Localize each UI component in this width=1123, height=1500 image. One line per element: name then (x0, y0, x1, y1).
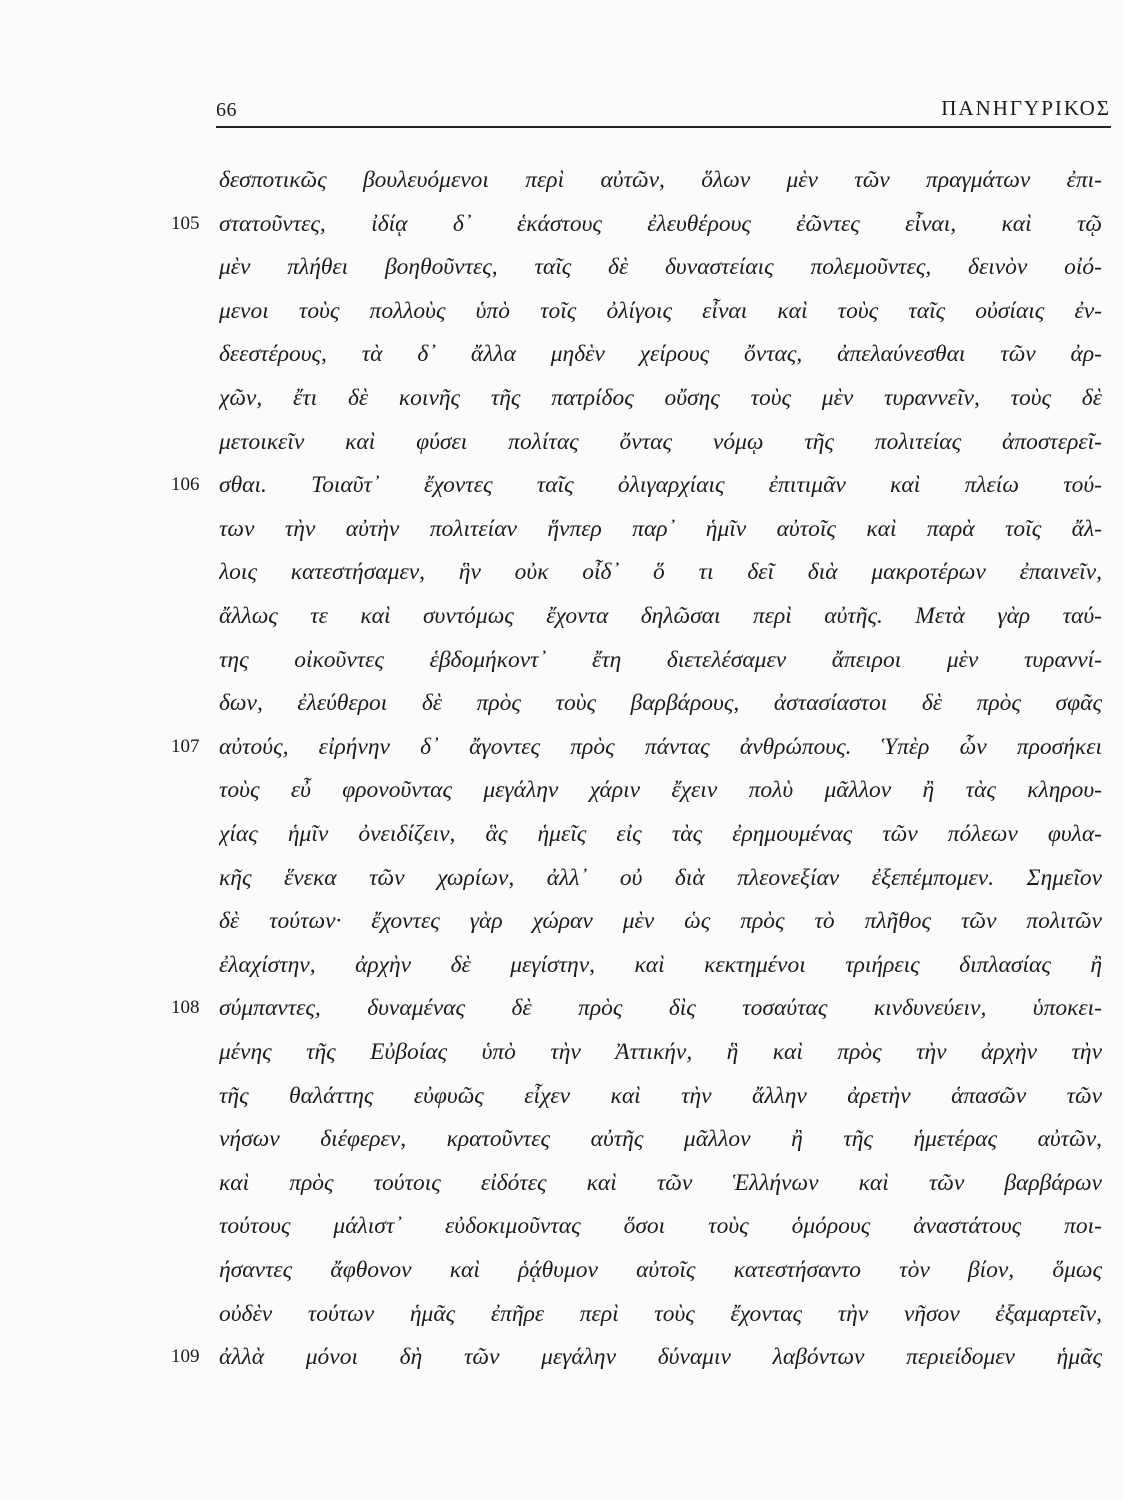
line-text: τούτους μάλιστ᾽ εὐδοκιμοῦντας ὅσοι τοὺς ὁμόρους ἀναστάτους ποι- (219, 1213, 1102, 1240)
text-line (219, 1248, 1102, 1292)
line-text: σθαι. Τοιαῦτ᾽ ἔχοντες ταῖς ὀλιγαρχίαις ἐπιτιμᾶν καὶ πλείω τού- (219, 472, 1102, 499)
text-line (171, 986, 1102, 1030)
line-text: λοις κατεστήσαμεν, ἣν οὐκ οἶδ᾽ ὅ τι δεῖ διὰ μακροτέρων ἐπαινεῖν, (219, 559, 1102, 586)
text-line (219, 289, 1102, 333)
line-text: ἄλλως τε καὶ συντόμως ἔχοντα δηλῶσαι περὶ αὐτῆς. Μετὰ γὰρ ταύ- (219, 603, 1102, 629)
line-text: τῆς θαλάττης εὐφυῶς εἶχεν καὶ τὴν ἄλλην ἀρετὴν ἁπασῶν τῶν (219, 1082, 1102, 1109)
text-line (219, 681, 1102, 725)
line-text: δων, ἐλεύθεροι δὲ πρὸς τοὺς βαρβάρους, ἀστασίαστοι δὲ πρὸς σφᾶς (219, 690, 1102, 717)
text-line (219, 638, 1102, 682)
text-line (219, 943, 1102, 987)
line-text: μὲν πλήθει βοηθοῦντες, ταῖς δὲ δυναστείαις πολεμοῦντες, δεινὸν οἰό- (219, 254, 1102, 281)
text-line (219, 550, 1102, 594)
line-text: στατοῦντες, ἰδίᾳ δ᾽ ἑκάστους ἐλευθέρους ἐῶντες εἶναι, καὶ τῷ (219, 210, 1102, 237)
text-line (219, 1292, 1102, 1336)
line-text: χίας ἡμῖν ὀνειδίζειν, ἃς ἡμεῖς εἰς τὰς ἐρημουμένας τῶν πόλεων φυλα- (219, 821, 1102, 847)
line-text: χῶν, ἔτι δὲ κοινῆς τῆς πατρίδος οὔσης τοὺς μὲν τυραννεῖν, τοὺς δὲ (219, 385, 1102, 411)
line-text: δεσποτικῶς βουλευόμενοι περὶ αὐτῶν, ὅλων μὲν τῶν πραγμάτων ἐπι- (219, 167, 1102, 193)
text-line (219, 899, 1102, 943)
section-number: 106 (171, 474, 200, 496)
section-number: 108 (171, 997, 200, 1019)
text-line (219, 1030, 1102, 1074)
line-text: δὲ τούτων· ἔχοντες γὰρ χώραν μὲν ὡς πρὸς τὸ πλῆθος τῶν πολιτῶν (219, 908, 1102, 935)
line-text: ἐλαχίστην, ἀρχὴν δὲ μεγίστην, καὶ κεκτημένοι τριήρεις διπλασίας ἢ (219, 951, 1102, 978)
text-line (219, 1074, 1102, 1118)
line-text: δεεστέρους, τὰ δ᾽ ἄλλα μηδὲν χείρους ὄντας, ἀπελαύνεσθαι τῶν ἀρ- (219, 341, 1102, 368)
text-line (171, 725, 1102, 769)
text-line (219, 856, 1102, 900)
text-line (219, 158, 1102, 202)
text-line (171, 1335, 1102, 1379)
line-text: σύμπαντες, δυναμένας δὲ πρὸς δὶς τοσαύτας κινδυνεύειν, ὑποκει- (219, 995, 1102, 1022)
running-head: ΠΑΝΗΓΥΡΙΚΟΣ (941, 96, 1111, 120)
line-text: τοὺς εὖ φρονοῦντας μεγάλην χάριν ἔχειν πολὺ μᾶλλον ἢ τὰς κληρου- (219, 777, 1102, 804)
line-text: της οἰκοῦντες ἑβδομήκοντ᾽ ἔτη διετελέσαμεν ἄπειροι μὲν τυραννί- (219, 646, 1102, 673)
text-line (219, 376, 1102, 420)
text-line (219, 332, 1102, 376)
line-text: ἀλλὰ μόνοι δὴ τῶν μεγάλην δύναμιν λαβόντων περιείδομεν ἡμᾶς (219, 1344, 1102, 1371)
line-text: καὶ πρὸς τούτοις εἰδότες καὶ τῶν Ἑλλήνων καὶ τῶν βαρβάρων (219, 1169, 1102, 1196)
text-line (219, 507, 1102, 551)
text-line (219, 245, 1102, 289)
section-number: 107 (171, 735, 200, 757)
line-text: αὐτούς, εἰρήνην δ᾽ ἄγοντες πρὸς πάντας ἀνθρώπους. Ὑπὲρ ὧν προσήκει (219, 733, 1102, 760)
text-line (171, 202, 1102, 246)
text-line (219, 812, 1102, 856)
line-text: ήσαντες ἄφθονον καὶ ῥᾴθυμον αὐτοῖς κατεστήσαντο τὸν βίον, ὅμως (219, 1257, 1102, 1283)
text-line (219, 1117, 1102, 1161)
line-text: κῆς ἕνεκα τῶν χωρίων, ἀλλ᾽ οὐ διὰ πλεονεξίαν ἐξεπέμπομεν. Σημεῖον (219, 864, 1102, 891)
section-number: 109 (171, 1346, 200, 1368)
text-line (171, 463, 1102, 507)
text-line (219, 1161, 1102, 1205)
line-text: μένης τῆς Εὐβοίας ὑπὸ τὴν Ἀττικήν, ἣ καὶ πρὸς τὴν ἀρχὴν τὴν (219, 1039, 1102, 1065)
line-text: των τὴν αὐτὴν πολιτείαν ἥνπερ παρ᾽ ἡμῖν αὐτοῖς καὶ παρὰ τοῖς ἄλ- (219, 515, 1102, 542)
line-text: μετοικεῖν καὶ φύσει πολίτας ὄντας νόμῳ τῆς πολιτείας ἀποστερεῖ- (219, 428, 1102, 455)
text-line (219, 420, 1102, 464)
section-number: 105 (171, 212, 200, 234)
line-text: μενοι τοὺς πολλοὺς ὑπὸ τοῖς ὀλίγοις εἶναι καὶ τοὺς ταῖς οὐσίαις ἐν- (219, 297, 1102, 324)
line-text: οὐδὲν τούτων ἡμᾶς ἐπῆρε περὶ τοὺς ἔχοντας τὴν νῆσον ἐξαμαρτεῖν, (219, 1300, 1102, 1327)
text-line (219, 768, 1102, 812)
text-line (219, 594, 1102, 638)
line-text: νήσων διέφερεν, κρατοῦντες αὐτῆς μᾶλλον ἢ τῆς ἡμετέρας αὐτῶν, (219, 1126, 1102, 1153)
page-number: 66 (216, 99, 237, 121)
text-line (219, 1204, 1102, 1248)
